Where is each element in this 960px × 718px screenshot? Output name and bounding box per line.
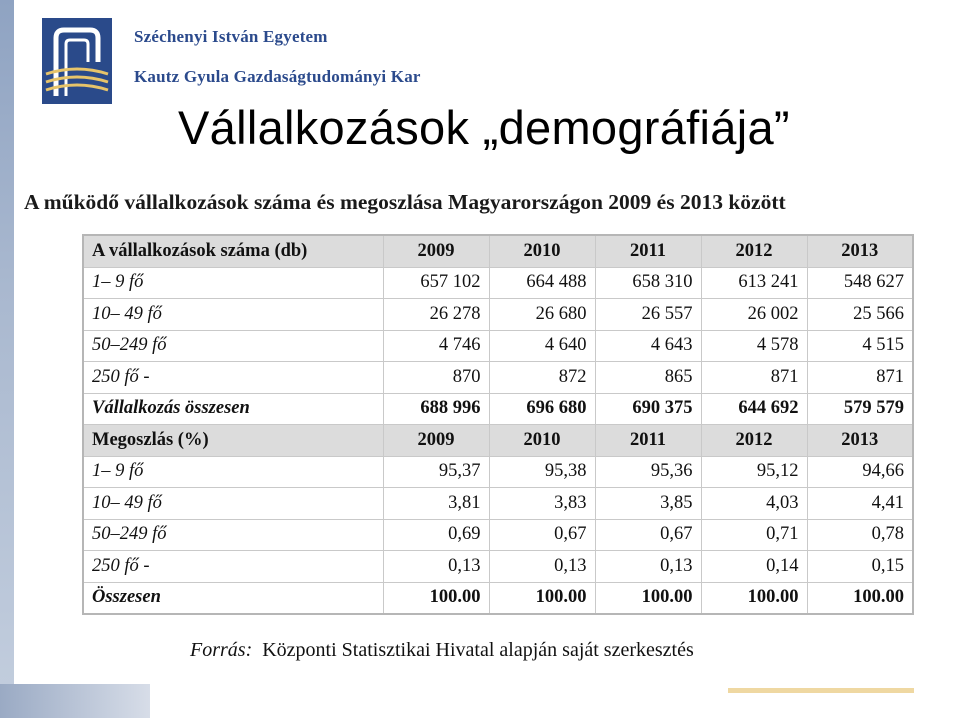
page-title: Vállalkozások „demográfiája”	[178, 101, 790, 154]
value-cell: 0,67	[489, 519, 595, 551]
value-cell: 4 515	[807, 330, 913, 362]
row-label-cell: 250 fő -	[83, 362, 383, 394]
value-cell: 871	[807, 362, 913, 394]
table-row	[83, 362, 913, 394]
value-cell: 25 566	[807, 299, 913, 331]
figure-title: A működő vállalkozások száma és megoszlása Magyarországon 2009 és 2013 között	[24, 190, 786, 214]
value-cell: 0,13	[595, 551, 701, 583]
value-cell: 4,41	[807, 488, 913, 520]
left-decor-band	[0, 0, 14, 718]
header-row	[83, 235, 913, 267]
value-cell: 2012	[701, 235, 807, 267]
university-name	[134, 26, 421, 88]
university-line2: Kautz Gyula Gazdaságtudományi Kar	[134, 67, 421, 86]
value-cell: 664 488	[489, 267, 595, 299]
source-label: Forrás:	[190, 639, 253, 661]
value-cell: 100.00	[807, 582, 913, 614]
row-label-cell: Összesen	[83, 582, 383, 614]
value-cell: 94,66	[807, 456, 913, 488]
bottom-decor-band	[0, 684, 150, 718]
value-cell: 690 375	[595, 393, 701, 425]
row-label-cell: 10– 49 fő	[83, 299, 383, 331]
value-cell: 0,69	[383, 519, 489, 551]
value-cell: 2010	[489, 425, 595, 457]
row-label-cell: 50–249 fő	[83, 519, 383, 551]
value-cell: 4 746	[383, 330, 489, 362]
total-row	[83, 393, 913, 425]
value-cell: 3,83	[489, 488, 595, 520]
value-cell: 2013	[807, 425, 913, 457]
value-cell: 865	[595, 362, 701, 394]
table-row	[83, 299, 913, 331]
row-label-cell: 50–249 fő	[83, 330, 383, 362]
value-cell: 688 996	[383, 393, 489, 425]
row-label-cell: 10– 49 fő	[83, 488, 383, 520]
value-cell: 657 102	[383, 267, 489, 299]
table-row	[83, 519, 913, 551]
value-cell: 95,37	[383, 456, 489, 488]
value-cell: 100.00	[489, 582, 595, 614]
value-cell: 658 310	[595, 267, 701, 299]
value-cell: 3,85	[595, 488, 701, 520]
value-cell: 872	[489, 362, 595, 394]
value-cell: 100.00	[701, 582, 807, 614]
value-cell: 26 680	[489, 299, 595, 331]
source-note	[190, 639, 694, 662]
value-cell: 4 643	[595, 330, 701, 362]
value-cell: 95,36	[595, 456, 701, 488]
value-cell: 0,78	[807, 519, 913, 551]
value-cell: 644 692	[701, 393, 807, 425]
table-row	[83, 488, 913, 520]
row-label-cell: 250 fő -	[83, 551, 383, 583]
table-row	[83, 551, 913, 583]
value-cell: 0,15	[807, 551, 913, 583]
value-cell: 0,71	[701, 519, 807, 551]
value-cell: 613 241	[701, 267, 807, 299]
value-cell: 0,67	[595, 519, 701, 551]
value-cell: 2011	[595, 425, 701, 457]
table-figure	[14, 180, 960, 680]
value-cell: 3,81	[383, 488, 489, 520]
value-cell: 100.00	[383, 582, 489, 614]
value-cell: 95,38	[489, 456, 595, 488]
value-cell: 4,03	[701, 488, 807, 520]
value-cell: 0,13	[383, 551, 489, 583]
total-row	[83, 582, 913, 614]
bridge-logo-icon	[42, 18, 112, 104]
value-cell: 26 002	[701, 299, 807, 331]
table-row	[83, 330, 913, 362]
value-cell: 4 578	[701, 330, 807, 362]
row-label-cell: Vállalkozás összesen	[83, 393, 383, 425]
value-cell: 871	[701, 362, 807, 394]
value-cell: 2012	[701, 425, 807, 457]
university-line1: Széchenyi István Egyetem	[134, 27, 328, 46]
header-row	[83, 425, 913, 457]
value-cell: 26 557	[595, 299, 701, 331]
value-cell: 95,12	[701, 456, 807, 488]
value-cell: 2013	[807, 235, 913, 267]
value-cell: 2010	[489, 235, 595, 267]
table-row	[83, 267, 913, 299]
value-cell: 696 680	[489, 393, 595, 425]
table-row	[83, 456, 913, 488]
enterprise-table	[82, 234, 914, 615]
value-cell: 2009	[383, 425, 489, 457]
value-cell: 4 640	[489, 330, 595, 362]
row-label-cell: 1– 9 fő	[83, 456, 383, 488]
row-label-cell: 1– 9 fő	[83, 267, 383, 299]
value-cell: 579 579	[807, 393, 913, 425]
value-cell: 100.00	[595, 582, 701, 614]
value-cell: 870	[383, 362, 489, 394]
value-cell: 26 278	[383, 299, 489, 331]
value-cell: 0,14	[701, 551, 807, 583]
accent-line	[728, 688, 914, 693]
value-cell: 548 627	[807, 267, 913, 299]
row-label-cell: Megoszlás (%)	[83, 425, 383, 457]
value-cell: 2009	[383, 235, 489, 267]
row-label-cell: A vállalkozások száma (db)	[83, 235, 383, 267]
value-cell: 2011	[595, 235, 701, 267]
source-text: Központi Statisztikai Hivatal alapján saját szerkesztés	[262, 639, 694, 661]
value-cell: 0,13	[489, 551, 595, 583]
